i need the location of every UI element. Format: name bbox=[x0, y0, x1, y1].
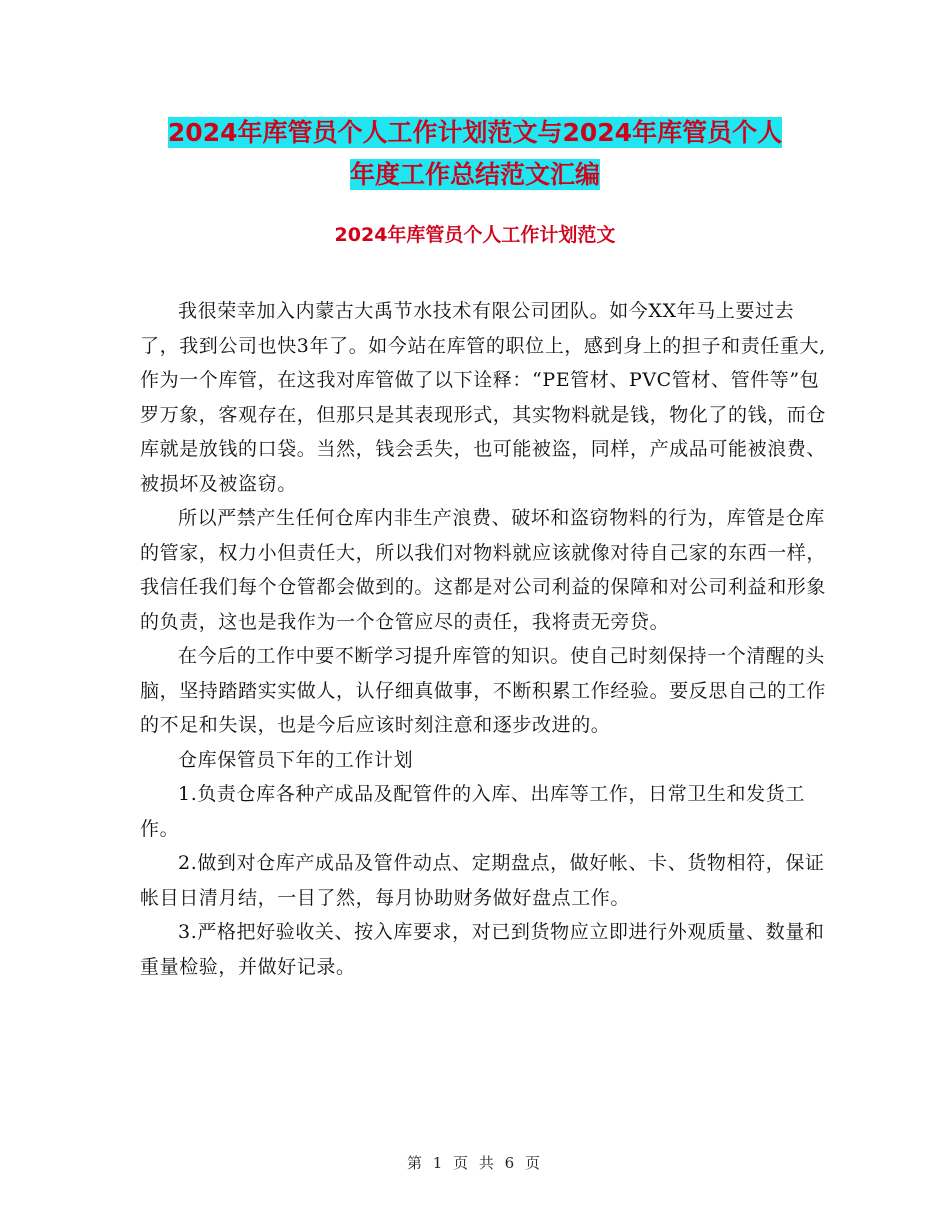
document-title-line-1: 2024年库管员个人工作计划范文与2024年库管员个人 bbox=[167, 118, 783, 147]
paragraph-plan-item-2: 2.做到对仓库产成品及管件动点、定期盘点，做好帐、卡、货物相符，保证帐目日清月结，一目了然，每月协助财务做好盘点工作。 bbox=[140, 852, 825, 909]
paragraph-intro: 我很荣幸加入内蒙古大禹节水技术有限公司团队。如今XX年马上要过去了，我到公司也快3年了。如今站在库管的职位上，感到身上的担子和责任重大,作为一个库管，在这我对库管做了以下诠释：“PE管材、PVC管材、管件等”包罗万象，客观存在，但那只是其表现形式，其实物料就是钱，物化了的钱，而仓库就是放钱的口袋。当然，钱会丢失，也可能被盗，同样，产成品可能被浪费、被损坏及被盗窃。 bbox=[140, 300, 827, 495]
paragraph-plan-item-1: 1.负责仓库各种产成品及配管件的入库、出库等工作，日常卫生和发货工作。 bbox=[140, 783, 805, 840]
paragraph-responsibility: 所以严禁产生任何仓库内非生产浪费、破坏和盗窃物料的行为，库管是仓库的管家，权力小但责任大，所以我们对物料就应该就像对待自己家的东西一样，我信任我们每个仓管都会做到的。这都是对公司利益的保障和对公司利益和形象的负责，这也是我作为一个仓管应尽的责任，我将责无旁贷。 bbox=[140, 507, 827, 633]
section-title: 2024年库管员个人工作计划范文 bbox=[334, 224, 616, 246]
paragraph-learning: 在今后的工作中要不断学习提升库管的知识。使自己时刻保持一个清醒的头脑，坚持踏踏实实做人，认仔细真做事，不断积累工作经验。要反思自己的工作的不足和失误，也是今后应该时刻注意和逐步改进的。 bbox=[140, 645, 827, 736]
page-footer: 第 1 页 共 6 页 bbox=[407, 1154, 543, 1172]
document-body bbox=[140, 294, 830, 984]
document-title-line-2: 年度工作总结范文汇编 bbox=[349, 160, 600, 189]
document-title bbox=[0, 112, 950, 196]
paragraph-plan-heading: 仓库保管员下年的工作计划 bbox=[178, 748, 414, 771]
paragraph-plan-item-3: 3.严格把好验收关、按入库要求，对已到货物应立即进行外观质量、数量和重量检验，并做好记录。 bbox=[140, 921, 825, 978]
